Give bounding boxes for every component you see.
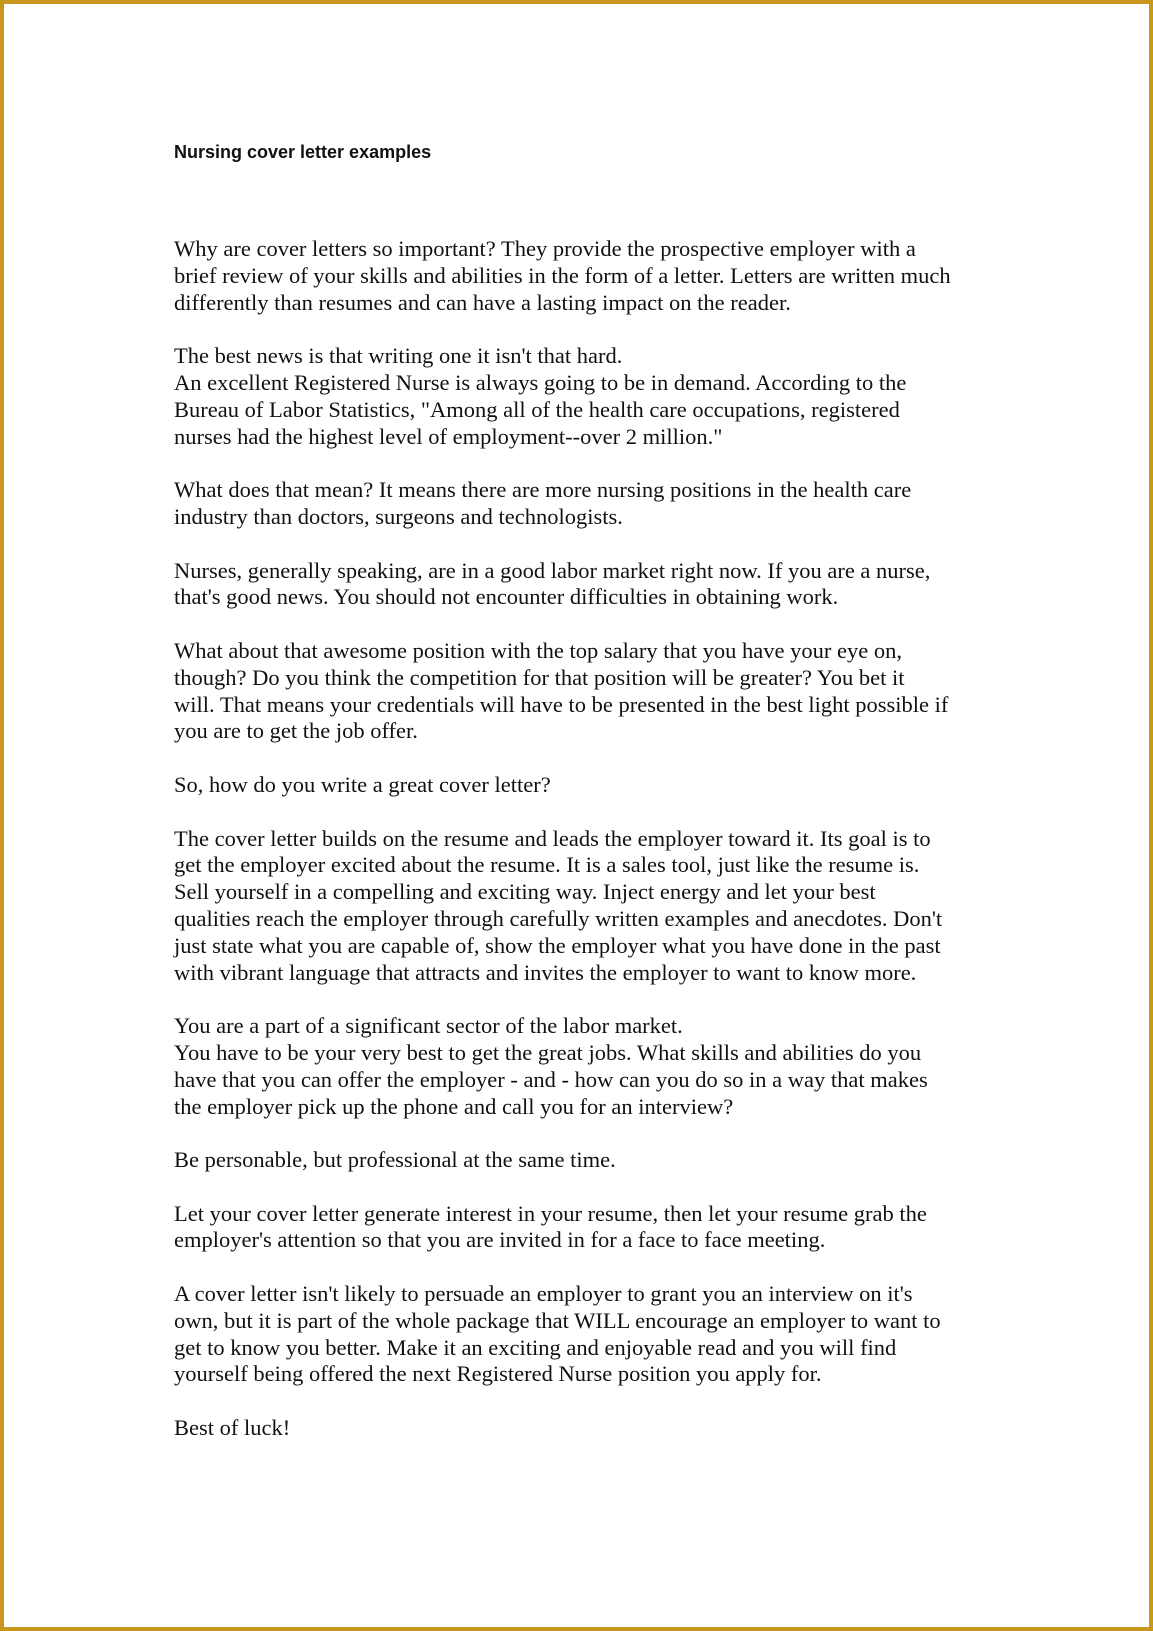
text-line: Nurses, generally speaking, are in a good labor market right now. If you are a nurse,	[174, 557, 931, 583]
text-line: The best news is that writing one it isn't that hard.	[174, 343, 623, 369]
paragraph-spacer	[174, 1388, 994, 1415]
text-line: The cover letter builds on the resume and leads the employer toward it. Its goal is to	[174, 825, 931, 851]
text-line: industry than doctors, surgeons and technologists.	[174, 503, 623, 529]
paragraph-spacer	[174, 1254, 994, 1281]
text-line: Sell yourself in a compelling and exciting way. Inject energy and let your best	[174, 879, 876, 905]
text-line: You are a part of a significant sector of the labor market.	[174, 1013, 683, 1039]
text-line: will. That means your credentials will have to be presented in the best light possible if	[174, 691, 949, 717]
text-line: So, how do you write a great cover letter?	[174, 771, 551, 797]
text-line: A cover letter isn't likely to persuade an employer to grant you an interview on it's	[174, 1281, 913, 1307]
paragraph-spacer	[174, 1120, 994, 1147]
document-body	[174, 236, 994, 1442]
text-line: with vibrant language that attracts and invites the employer to want to know more.	[174, 959, 917, 985]
paragraph-spacer	[174, 745, 994, 772]
text-line: get to know you better. Make it an exciting and enjoyable read and you will find	[174, 1334, 897, 1360]
paragraph-spacer	[174, 799, 994, 826]
text-line: that's good news. You should not encounter difficulties in obtaining work.	[174, 584, 839, 610]
paragraph-spacer	[174, 450, 994, 477]
paragraph-spacer	[174, 611, 994, 638]
text-line: What does that mean? It means there are more nursing positions in the health care	[174, 477, 912, 503]
text-line: Let your cover letter generate interest in your resume, then let your resume grab the	[174, 1200, 927, 1226]
text-line: just state what you are capable of, show the employer what you have done in the past	[174, 932, 941, 958]
paragraph-spacer	[174, 531, 994, 558]
text-line: You have to be your very best to get the great jobs. What skills and abilities do you	[174, 1039, 922, 1065]
text-line: though? Do you think the competition for that position will be greater? You bet it	[174, 664, 905, 690]
text-line: have that you can offer the employer - and - how can you do so in a way that makes	[174, 1066, 928, 1092]
text-line: differently than resumes and can have a lasting impact on the reader.	[174, 289, 791, 315]
text-line: the employer pick up the phone and call you for an interview?	[174, 1093, 734, 1119]
text-line: you are to get the job offer.	[174, 718, 418, 744]
text-line: What about that awesome position with the top salary that you have your eye on,	[174, 637, 902, 663]
text-line: employer's attention so that you are invited in for a face to face meeting.	[174, 1227, 826, 1253]
text-line: An excellent Registered Nurse is always going to be in demand. According to the	[174, 369, 907, 395]
text-line: Bureau of Labor Statistics, "Among all of the health care occupations, registered	[174, 396, 900, 422]
text-line: nurses had the highest level of employment--over 2 million."	[174, 423, 723, 449]
paragraph-spacer	[174, 316, 994, 343]
text-line: own, but it is part of the whole package that WILL encourage an employer to want to	[174, 1307, 941, 1333]
document-title: Nursing cover letter examples	[174, 142, 432, 162]
text-line: qualities reach the employer through carefully written examples and anecdotes. Don't	[174, 905, 943, 931]
text-line: Why are cover letters so important? They provide the prospective employer with a	[174, 236, 916, 261]
paragraph-spacer	[174, 1174, 994, 1201]
text-line: Be personable, but professional at the same time.	[174, 1147, 616, 1173]
text-line: brief review of your skills and abilities in the form of a letter. Letters are written much	[174, 262, 951, 288]
text-line: Best of luck!	[174, 1415, 291, 1441]
text-line: get the employer excited about the resume. It is a sales tool, just like the resume is.	[174, 852, 920, 878]
text-line: yourself being offered the next Registered Nurse position you apply for.	[174, 1361, 822, 1387]
paragraph-spacer	[174, 986, 994, 1013]
